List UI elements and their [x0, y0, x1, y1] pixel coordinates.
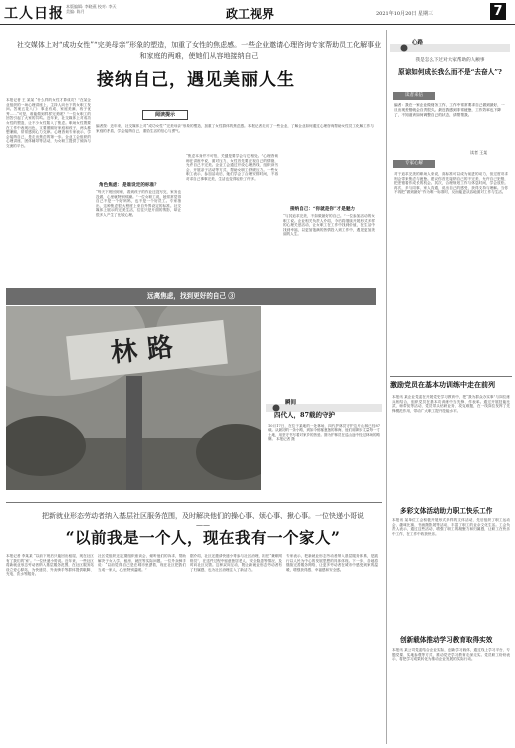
lead-intro: 社交媒体上对“成功女性”“完美母亲”形象的塑造，加重了女性的焦虑感。一些企业邀请心理咨询专家帮助员工化解事业和家庭的两难，使她们从容地接纳自己	[16, 41, 382, 60]
lower-headline: “以前我是一个人，现在我有一个家人”	[65, 528, 341, 547]
newspaper-logo: 工人日报	[4, 6, 64, 22]
moment-header	[266, 398, 382, 408]
lower-column-1: 本报记者 李某某 “以前下班后只能回出租屋，现在社区有了我们的‘家’。”一位快递小哥说。近年来，一些社区将新就业形态劳动者纳入基层服务范围，在社区服务站设立爱心驿站，为快递员、外卖骑手等群体提供歇脚、充电、饮水等服务。	[6, 554, 94, 577]
reader-signature: 读者 王某	[470, 150, 488, 155]
photo-story-body: 10月17日，在位于某地的一处林场，四代护林员守护这片山林已经87载。从最初的一条小路，到如今郁郁葱葱的林海，他们用脚步丈量每一寸土地，用坚守书写着对家乡的热爱。图为护林员在巡山途中经过林场的路牌。 本报记者 摄	[268, 424, 380, 442]
heart-column-title: 原谅如何成长我么而不是“去奋人”?	[398, 68, 502, 76]
section-divider	[6, 502, 382, 503]
reader-letter: 编者：我在一家企业做财务工作，工作中常常要求自己做到最好，一旦出现差错就会自责很久。最近我感到非常疲惫，工作效率也下降了，不知道该如何调整自己的状态，请帮帮我。	[394, 103, 505, 117]
expert-answer-label: 专家心解	[393, 160, 435, 168]
issue-date: 2021年10月20日 星期三	[376, 11, 434, 17]
page-number: 7	[490, 3, 506, 20]
lead-subheading-2: 接纳自己：“你就是你”才是魅力	[290, 207, 356, 212]
section-divider	[390, 376, 512, 377]
reader-letter-label: 读者来信	[393, 92, 435, 100]
brief-body-3: 本报讯 某公司党委结合企业实际，创新学习载体，通过线上学习平台、专题党课、实地参观等方式，推动党史学习教育走深走实。党员职工纷纷表示，将把学习成果转化为推动企业发展的实际行动。	[392, 648, 510, 662]
lead-column-3: “焦虑本身并不可怕，关键是要学会与它相处。”心理咨询师在讲座中说，面对压力，女性首先要正视自己的情绪，允许自己不完美。企业工会通过开设心理热线、组织读书会、开展亲子活动等方式，帮助女职工舒缓压力。一些女职工表示，参加活动后，她们学会了合理安排时间，不再苛求自己事事完美，生活也变得轻松了许多。	[186, 154, 278, 181]
lead-column-1: 本报记者 王 某某 “什么样的女性才算成功？”在某企业组织的一场心理讲座上，主持人向台下的女职工发问。答案五花八门：事业有成、家庭美满、孩子优秀……“可是，谁能做到样样完美呢？”一位女职工的回答引起了大家的共鸣。近年来，社交媒体上对成功女性的塑造，让不少女性陷入了焦虑。职场女性既要在工作中表现出色，又要照顾好家庭和孩子，两头都想兼顾，常常感到心力交瘁。心理咨询专家表示，学会接纳自己，是走出焦虑的第一步。企业工会组织的心理讲座、团体辅导等活动，为女职工提供了倾诉与交流的平台。	[6, 98, 91, 148]
lead-column-2: “每天下班回到家，看到孩子的作业还没写完，家务也没做，心里就特别烦躁。”一位女职工说，她常常觉得自己不是一个好妈妈，也不是一个好员工。专家指出，这种焦虑很大程度上来自外界设定的标准。社交媒体上展示的完美生活，往往只是片面的剪影，却让很多人产生了比较心理。	[96, 190, 181, 217]
brief-headline-2: 多彩文体活动助力职工快乐工作	[400, 507, 493, 515]
forest-road-photo	[6, 306, 261, 490]
expert-answer: 对于追求完美的职场人来说，高标准可以成为前进的动力，但过度苛求则会带来焦虑与疲惫。建议你首先接纳自己的不完美，允许自己犯错，把差错看作成长的机会。其次，合理规划工作与休息时间，学会放松。再次，多与同事、家人沟通，说出自己的感受，获得支持与理解。当你不再把“做到最好”作为唯一标准时，反而能更从容地面对工作与生活。	[394, 172, 508, 195]
brief-body-1: 本报讯 某企业党委在开展党史学习教育中，把“我为群众办实事”与岗位练兵相结合，组织党员在基本功训练中当先锋、作表率。通过开展技能比武、师带徒等活动，党员带头钻研业务、攻克难题，在一线岗位发挥了先锋模范作用，带动广大职工提升技能水平。	[392, 395, 510, 413]
brief-body-2: 本报讯 某单位工会积极开展形式多样的文体活动，先后组织了职工运动会、趣味比赛、书画摄影展等活动，丰富了职工的业余文化生活。工会负责人表示，通过这些活动，增强了职工的凝聚力和归属感，让职工在快乐中工作，在工作中收获快乐。	[392, 518, 510, 536]
lead-headline: 接纳自己，遇见美丽人生	[97, 70, 295, 90]
brief-headline-1: 激励党员在基本功训练中走在前列	[390, 380, 495, 389]
brief-headline-3: 创新载体推动学习教育取得实效	[400, 636, 493, 644]
moment-label: 瞬间	[285, 400, 297, 406]
lower-column-4: 专家表示，把新就业形态劳动者纳入基层服务体系，是践行以人民为中心的发展思想的具体体现。下一步，各地将继续完善服务网络，让更多劳动者在城市中感受到家的温暖，增强获得感、幸福感和安全感。	[286, 554, 378, 572]
editor-credits: 本版编辑: 李晓燕 校对: 李天 美编: 陈月	[66, 4, 117, 14]
heart-column-header	[390, 38, 510, 48]
column-divider	[386, 30, 387, 744]
heart-column-label: 心路	[412, 40, 424, 46]
lower-column-3: 据介绍，社区还邀请快递小哥参与社区治理，担任“兼职网格员”，在送件过程中留意独居老人、安全隐患等情况，及时向社区反馈。这种双向互动，既让新就业形态劳动者有了归属感，也为社区治理注入了新活力。	[190, 554, 282, 572]
lead-column-4: “与其追求完美，不如做最好的自己。”一位参加活动的女职工说。企业相关负责人介绍，今后将继续开展形式多样的心理关爱活动，让女职工在工作中找到价值，在生活中找到幸福，以更加饱满的热情投入到工作中，遇见更加美丽的人生。	[283, 214, 375, 237]
heart-column-kicker: 我是怎么下过对大家帮助的人额事	[415, 58, 485, 63]
series-banner-text: 远离焦虑，找到更好的自己 ③	[146, 292, 235, 300]
lower-intro: 把新就业形态劳动者纳入基层社区服务范围，及时解决他们的操心事、烦心事、揪心事。一位快递小哥说——	[42, 512, 364, 529]
lead-subheading-1: 角色焦虑：是谁设定的标准？	[99, 183, 159, 188]
editor-note: 编者按：近年来，社交媒体上对“成功女性”“完美母亲”形象的塑造，加重了女性群体的焦虑感。本报记者走访了一些企业，了解企业如何通过心理咨询帮助女性员工化解工作与家庭的矛盾，学会接纳自己，重拾生活的信心与勇气。	[96, 124, 374, 133]
lower-column-2: 社区党组织还定期组织座谈会，倾听他们的诉求，帮助解决子女入学、租房、就医等实际问题。一位外卖骑手说：“以前觉得自己是在城市里漂着，现在社区把我们当成一家人，心里特别温暖。”	[98, 554, 186, 572]
sign-pole	[126, 376, 142, 490]
section-title: 政工视界	[226, 7, 275, 21]
road-sign: 林路	[66, 320, 228, 380]
photo-story-title: 四代人，87载的守护	[274, 411, 336, 419]
editor-note-label: 阅读提示	[142, 110, 188, 120]
